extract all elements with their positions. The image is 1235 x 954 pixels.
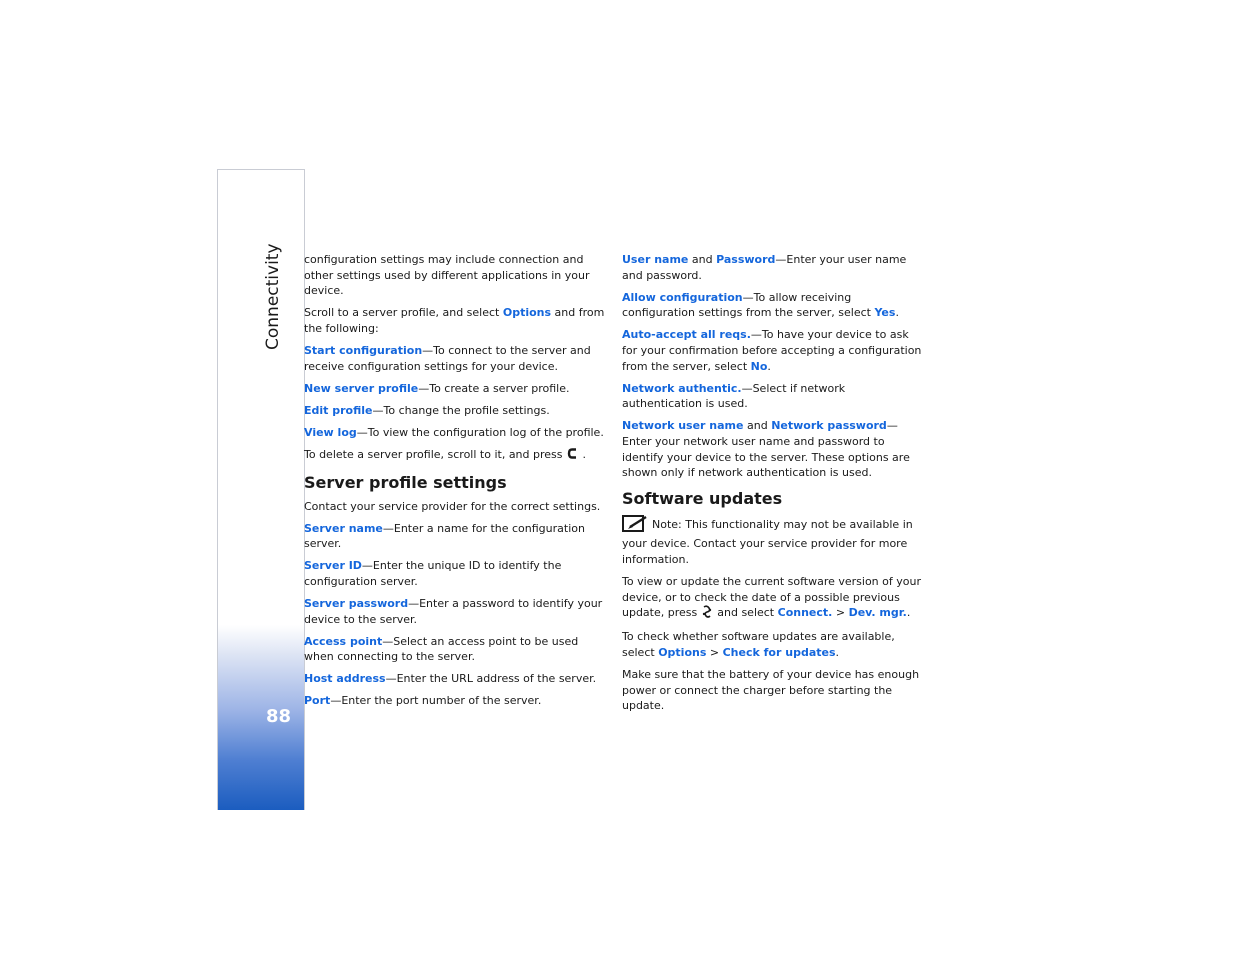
sidebar-tab [217,169,305,810]
setting-host-address: Host address—Enter the URL address of the server. [304,672,597,686]
right-column [622,252,924,720]
item-new-server-profile: New server profile—To create a server profile. [304,381,570,395]
setting-network-authentic: Network authentic.—Select if network authentication is used. [622,381,846,411]
item-edit-profile: Edit profile—To change the profile settings. [304,403,550,417]
clear-key-icon [567,447,579,465]
scroll-paragraph: Scroll to a server profile, and select Options and from the following: [304,306,605,335]
item-start-configuration: Start configuration—To connect to the server and receive configuration settings for your device. [304,343,591,373]
intro-paragraph: configuration settings may include connection and other settings used by different applications in your device. [304,253,590,298]
setting-allow-configuration: Allow configuration—To allow receiving configuration settings from the server, select Yes. [622,290,899,320]
item-view-log: View log—To view the configuration log of the profile. [304,425,604,439]
setting-port: Port—Enter the port number of the server. [304,694,542,708]
left-column [304,252,606,716]
check-updates-paragraph: To check whether software updates are available, select Options > Check for updates. [622,630,895,659]
delete-paragraph: To delete a server profile, scroll to it, and press . [304,447,606,465]
setting-server-name: Server name—Enter a name for the configuration server. [304,521,585,551]
page-number: 88 [266,706,292,727]
view-update-paragraph: To view or update the current software version of your device, or to check the date of a possible previous update, press and select Connect. > Dev. mgr.. [622,574,924,623]
setting-user-name-password: User name and Password—Enter your user name and password. [622,253,907,282]
contact-paragraph: Contact your service provider for the correct settings. [304,499,601,513]
battery-paragraph: Make sure that the battery of your device has enough power or connect the charger before starting the update. [622,667,920,713]
options-keyword: Options [502,306,552,320]
menu-key-icon [701,605,713,623]
section-title: Connectivity [263,243,283,350]
note-icon [622,515,648,537]
server-profile-settings-heading: Server profile settings [304,472,507,492]
setting-access-point: Access point—Select an access point to be used when connecting to the server. [304,634,579,664]
software-updates-heading: Software updates [622,488,783,508]
setting-server-password: Server password—Enter a password to identify your device to the server. [304,597,603,626]
setting-network-user-password: Network user name and Network password—Enter your network user name and password to identify your device to the server. These options are shown only if network authentication is used. [622,419,910,480]
setting-auto-accept: Auto-accept all reqs.—To have your device to ask for your confirmation before accepting a configuration from the server, select No. [622,328,922,373]
setting-server-id: Server ID—Enter the unique ID to identify the configuration server. [304,559,562,588]
note-paragraph: Note: This functionality may not be available in your device. Contact your service provider for more information. [622,515,924,568]
